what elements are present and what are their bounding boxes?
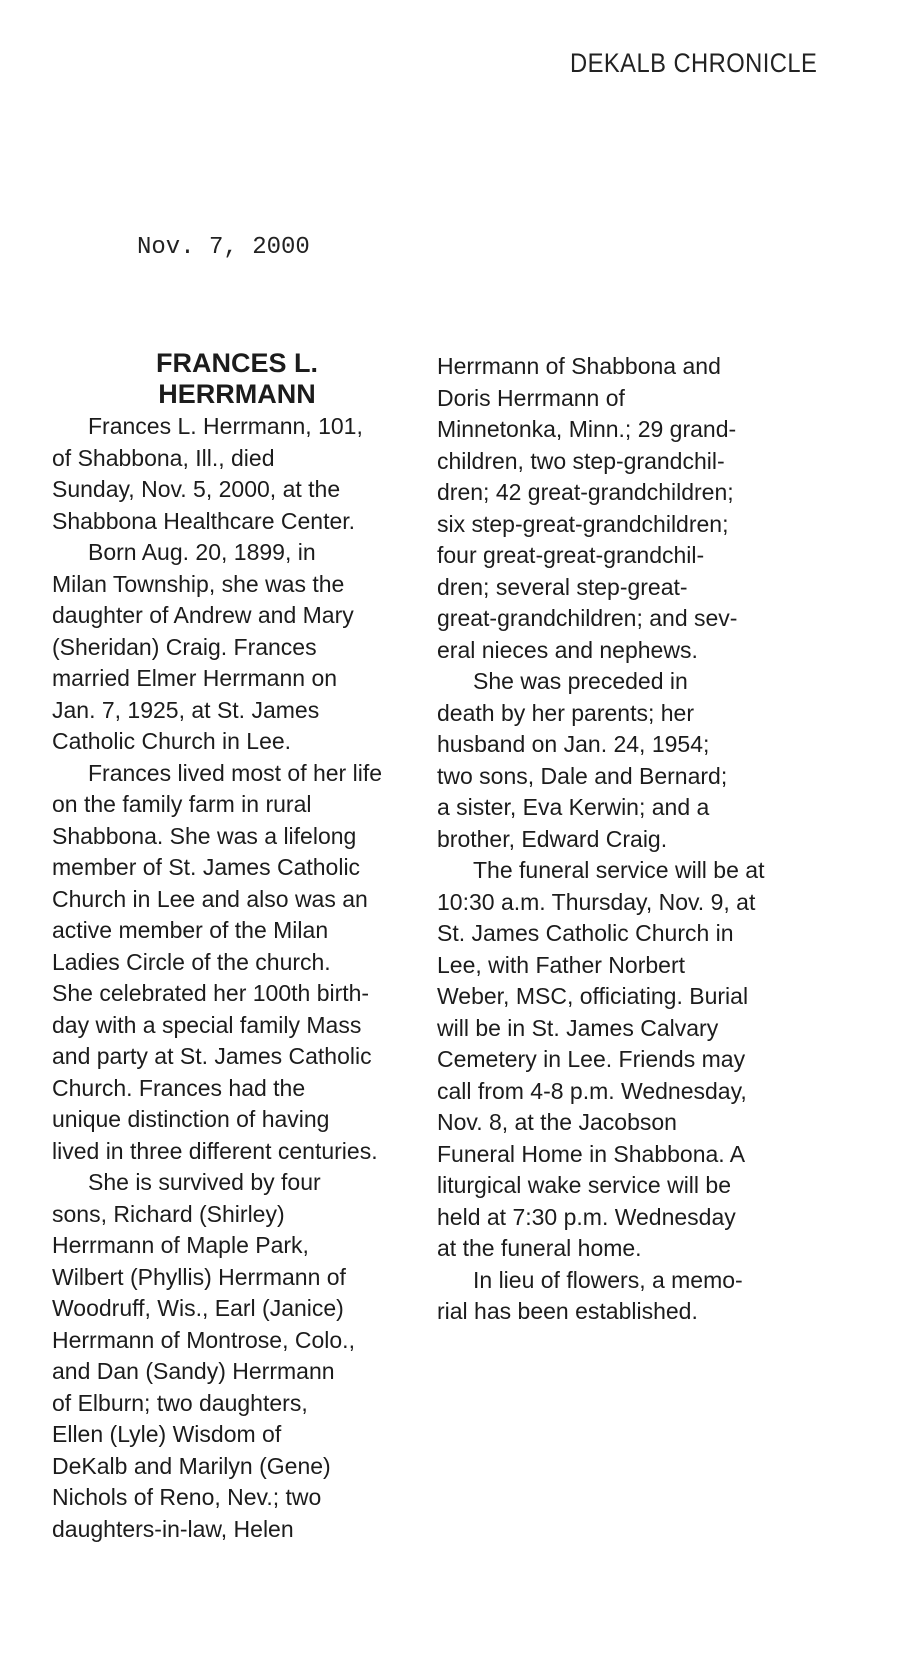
text-line: dren; several step-great-: [437, 573, 688, 600]
paragraph: [52, 411, 412, 537]
text-line: The funeral service will be at: [473, 857, 765, 883]
text-line: Herrmann of Shabbona and: [437, 353, 721, 379]
text-line: dren; 42 great-grandchildren;: [437, 479, 734, 505]
text-line: Herrmann of Montrose, Colo.,: [52, 1326, 355, 1353]
text-line: and party at St. James Catholic: [52, 1043, 372, 1069]
text-line: daughters-in-law, Helen: [52, 1515, 294, 1542]
paragraph: [52, 537, 412, 758]
text-line: Woodruff, Wis., Earl (Janice): [52, 1295, 344, 1321]
obituary-right-column: [437, 351, 797, 1328]
text-line: Shabbona. She was a lifelong: [52, 822, 357, 849]
paragraph: [52, 1167, 412, 1545]
text-line: Catholic Church in Lee.: [52, 728, 292, 754]
text-line: She is survived by four: [88, 1169, 321, 1195]
text-line: on the family farm in rural: [52, 791, 312, 817]
headline-line: FRANCES L.: [156, 348, 318, 378]
text-line: Funeral Home in Shabbona. A: [437, 1140, 746, 1167]
text-line: Ellen (Lyle) Wisdom of: [52, 1421, 282, 1447]
text-line: In lieu of flowers, a memo-: [473, 1266, 743, 1293]
obituary-left-column: [52, 348, 412, 1545]
left-column-body: [52, 411, 412, 1545]
text-line: Frances lived most of her life: [88, 759, 383, 786]
text-line: children, two step-grandchil-: [437, 447, 725, 474]
newspaper-masthead: DEKALB CHRONICLE: [570, 48, 818, 78]
text-line: day with a special family Mass: [52, 1011, 362, 1038]
text-line: eral nieces and nephews.: [437, 636, 698, 663]
text-line: (Sheridan) Craig. Frances: [52, 633, 317, 660]
text-line: Milan Township, she was the: [52, 570, 345, 597]
text-line: lived in three different centuries.: [52, 1137, 378, 1164]
paragraph: [437, 855, 797, 1265]
text-line: DeKalb and Marilyn (Gene): [52, 1452, 331, 1479]
text-line: Minnetonka, Minn.; 29 grand-: [437, 416, 737, 442]
text-line: Herrmann of Maple Park,: [52, 1232, 309, 1258]
text-line: Sunday, Nov. 5, 2000, at the: [52, 476, 341, 502]
text-line: 10:30 a.m. Thursday, Nov. 9, at: [437, 888, 756, 915]
text-line: of Shabbona, Ill., died: [52, 444, 275, 471]
text-line: at the funeral home.: [437, 1235, 642, 1261]
text-line: She celebrated her 100th birth-: [52, 980, 370, 1006]
text-line: husband on Jan. 24, 1954;: [437, 731, 710, 757]
paragraph: [52, 758, 412, 1168]
text-line: brother, Edward Craig.: [437, 825, 668, 852]
paragraph: [437, 351, 797, 666]
text-line: She was preceded in: [473, 668, 688, 694]
text-line: active member of the Milan: [52, 917, 329, 943]
text-line: Church in Lee and also was an: [52, 885, 368, 912]
text-line: held at 7:30 p.m. Wednesday: [437, 1203, 736, 1230]
text-line: St. James Catholic Church in: [437, 920, 734, 946]
right-column-body: [437, 351, 797, 1328]
text-line: sons, Richard (Shirley): [52, 1200, 285, 1227]
text-line: Jan. 7, 1925, at St. James: [52, 696, 320, 723]
text-line: Nov. 8, at the Jacobson: [437, 1109, 677, 1135]
text-line: unique distinction of having: [52, 1106, 330, 1132]
paragraph: [437, 666, 797, 855]
text-line: Lee, with Father Norbert: [437, 951, 686, 978]
text-line: a sister, Eva Kerwin; and a: [437, 794, 710, 820]
text-line: four great-great-grandchil-: [437, 542, 705, 568]
clipping-date: Nov. 7, 2000: [137, 234, 310, 261]
text-line: great-grandchildren; and sev-: [437, 605, 738, 631]
text-line: Doris Herrmann of: [437, 384, 625, 411]
text-line: Wilbert (Phyllis) Herrmann of: [52, 1263, 346, 1290]
text-line: six step-great-grandchildren;: [437, 510, 729, 537]
text-line: Ladies Circle of the church.: [52, 948, 331, 975]
text-line: rial has been established.: [437, 1298, 698, 1324]
text-line: Church. Frances had the: [52, 1074, 306, 1101]
text-line: married Elmer Herrmann on: [52, 665, 338, 691]
text-line: two sons, Dale and Bernard;: [437, 762, 728, 789]
text-line: daughter of Andrew and Mary: [52, 602, 354, 628]
text-line: Nichols of Reno, Nev.; two: [52, 1484, 322, 1510]
text-line: member of St. James Catholic: [52, 854, 361, 880]
text-line: call from 4-8 p.m. Wednesday,: [437, 1077, 747, 1104]
text-line: Frances L. Herrmann, 101,: [88, 413, 363, 439]
text-line: will be in St. James Calvary: [437, 1014, 719, 1041]
text-line: Shabbona Healthcare Center.: [52, 507, 356, 534]
text-line: death by her parents; her: [437, 699, 694, 726]
text-line: of Elburn; two daughters,: [52, 1389, 308, 1416]
paragraph: [437, 1265, 797, 1328]
obituary-headline: [82, 348, 392, 410]
text-line: Weber, MSC, officiating. Burial: [437, 983, 749, 1009]
text-line: liturgical wake service will be: [437, 1172, 731, 1198]
text-line: Born Aug. 20, 1899, in: [88, 539, 316, 565]
text-line: Cemetery in Lee. Friends may: [437, 1046, 746, 1072]
text-line: and Dan (Sandy) Herrmann: [52, 1358, 335, 1384]
headline-line: HERRMANN: [158, 379, 316, 409]
